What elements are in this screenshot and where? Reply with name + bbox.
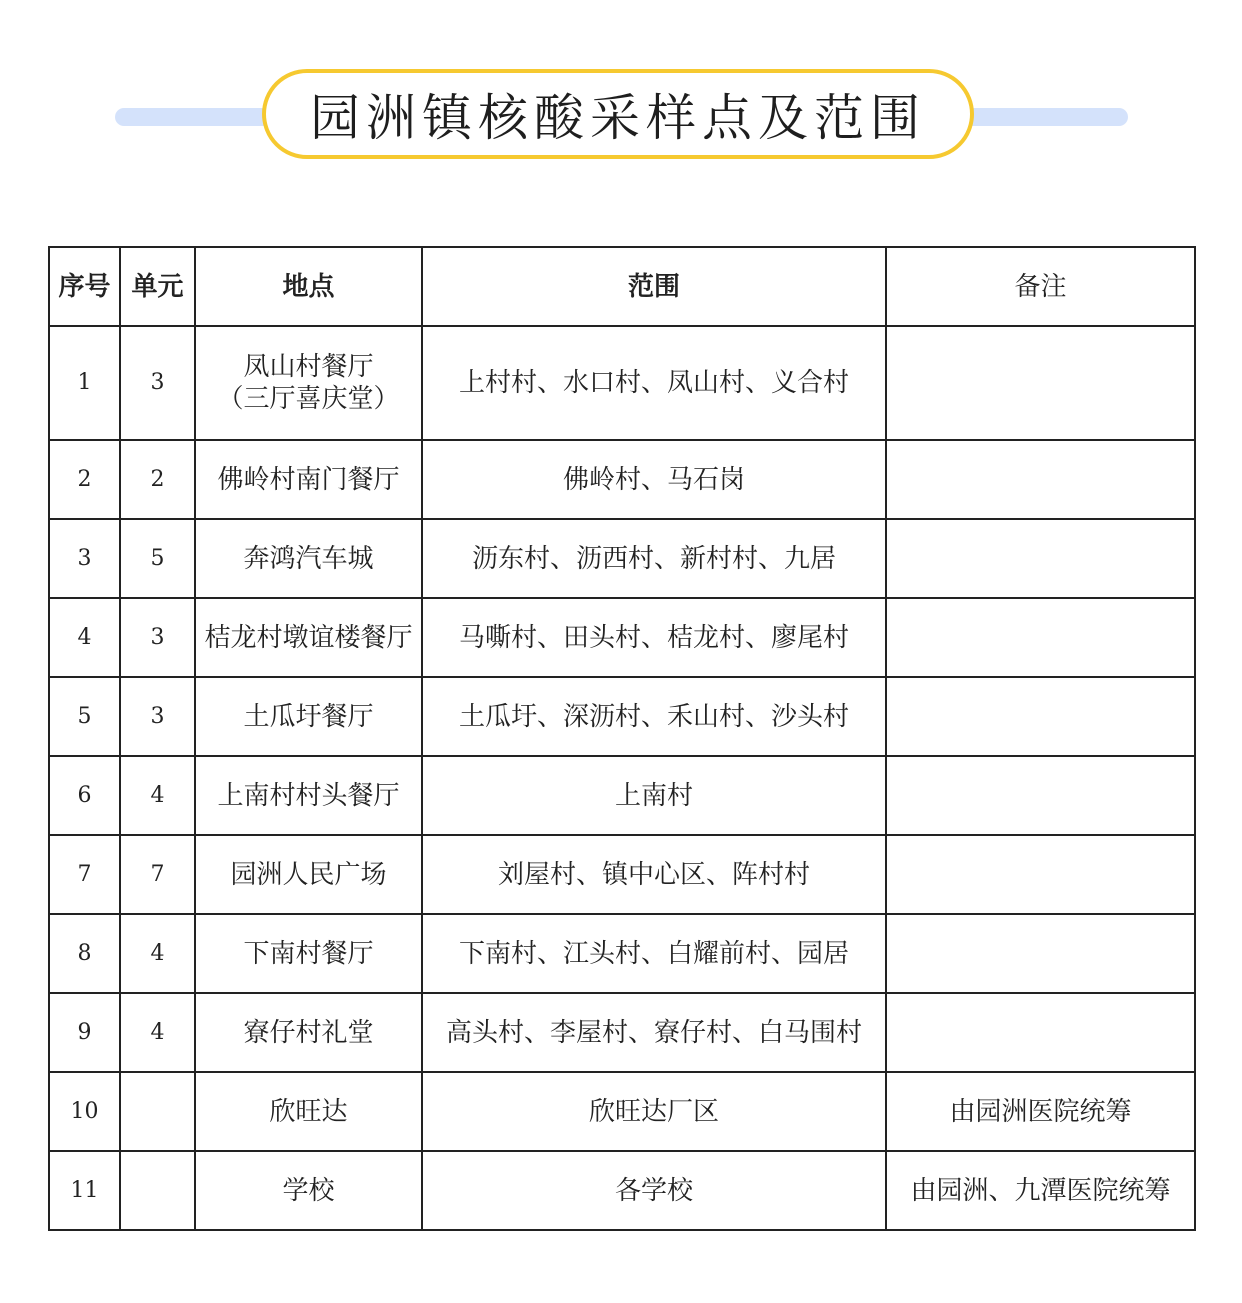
cell-index: 5 [49,677,120,756]
cell-note [886,598,1195,677]
table-row [49,1151,1195,1230]
title-banner [0,0,1242,200]
cell-range: 上南村 [422,756,886,835]
cell-location: 寮仔村礼堂 [195,993,422,1072]
cell-range: 马嘶村、田头村、桔龙村、廖尾村 [422,598,886,677]
location-subname: （三厅喜庆堂） [217,384,400,414]
title-pill [262,69,974,159]
cell-range: 刘屋村、镇中心区、阵村村 [422,835,886,914]
cell-index: 1 [49,326,120,440]
cell-range: 上村村、水口村、凤山村、义合村 [422,326,886,440]
table-row [49,677,1195,756]
table-header-row [49,247,1195,326]
title-left-bar [115,108,285,126]
header-range: 范围 [422,247,886,326]
cell-range: 佛岭村、马石岗 [422,440,886,519]
sampling-sites-table [48,246,1196,1231]
table-row [49,914,1195,993]
cell-unit: 4 [120,993,195,1072]
cell-range: 高头村、李屋村、寮仔村、白马围村 [422,993,886,1072]
cell-unit: 3 [120,677,195,756]
table-row [49,756,1195,835]
cell-location: 园洲人民广场 [195,835,422,914]
cell-location: 土瓜圩餐厅 [195,677,422,756]
cell-note [886,440,1195,519]
cell-index: 9 [49,993,120,1072]
cell-index: 10 [49,1072,120,1151]
cell-note [886,914,1195,993]
cell-range: 下南村、江头村、白耀前村、园居 [422,914,886,993]
header-unit: 单元 [120,247,195,326]
cell-range: 欣旺达厂区 [422,1072,886,1151]
cell-location: 欣旺达 [195,1072,422,1151]
table-row [49,598,1195,677]
cell-unit: 2 [120,440,195,519]
cell-location: 桔龙村墩谊楼餐厅 [195,598,422,677]
cell-unit [120,1151,195,1230]
table-row [49,993,1195,1072]
cell-index: 7 [49,835,120,914]
cell-unit [120,1072,195,1151]
cell-location [195,326,422,440]
table-row [49,326,1195,440]
cell-unit: 7 [120,835,195,914]
cell-note: 由园洲、九潭医院统筹 [886,1151,1195,1230]
cell-unit: 3 [120,326,195,440]
cell-range: 沥东村、沥西村、新村村、九居 [422,519,886,598]
cell-index: 11 [49,1151,120,1230]
cell-unit: 4 [120,914,195,993]
cell-location: 上南村村头餐厅 [195,756,422,835]
table-row [49,1072,1195,1151]
cell-unit: 5 [120,519,195,598]
cell-note: 由园洲医院统筹 [886,1072,1195,1151]
cell-index: 8 [49,914,120,993]
cell-note [886,677,1195,756]
header-index: 序号 [49,247,120,326]
cell-index: 4 [49,598,120,677]
cell-location: 学校 [195,1151,422,1230]
cell-note [886,326,1195,440]
location-name: 凤山村餐厅 [243,352,374,382]
cell-range: 土瓜圩、深沥村、禾山村、沙头村 [422,677,886,756]
cell-unit: 3 [120,598,195,677]
cell-note [886,993,1195,1072]
cell-index: 2 [49,440,120,519]
cell-range: 各学校 [422,1151,886,1230]
cell-note [886,835,1195,914]
table-row [49,440,1195,519]
cell-location: 佛岭村南门餐厅 [195,440,422,519]
cell-location: 奔鸿汽车城 [195,519,422,598]
title-right-bar [958,108,1128,126]
cell-note [886,756,1195,835]
header-note: 备注 [886,247,1195,326]
cell-index: 3 [49,519,120,598]
table-row [49,519,1195,598]
header-location: 地点 [195,247,422,326]
cell-location: 下南村餐厅 [195,914,422,993]
cell-note [886,519,1195,598]
page-title: 园洲镇核酸采样点及范围 [310,89,926,147]
cell-unit: 4 [120,756,195,835]
table-row [49,835,1195,914]
cell-index: 6 [49,756,120,835]
